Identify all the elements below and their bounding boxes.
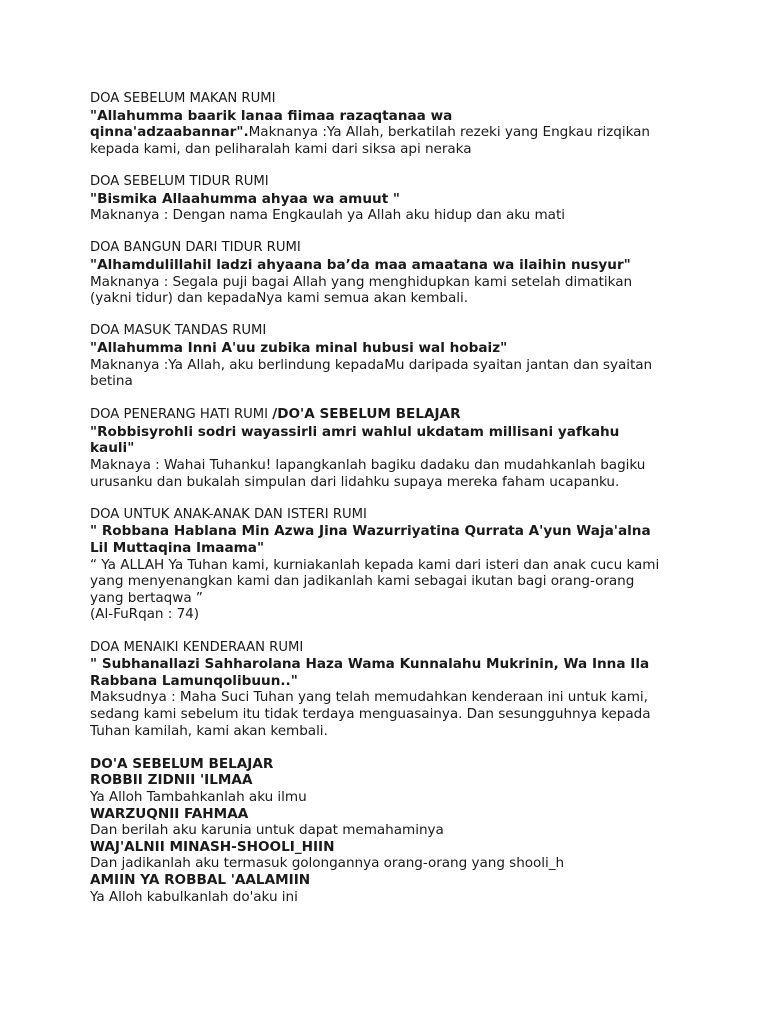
- prayer-meaning: Ya Alloh Tambahkanlah aku ilmu: [90, 788, 307, 805]
- prayer-text: " Robbana Hablana Min Azwa Jina Wazurriyatina Qurrata A'yun Waja'alna: [90, 523, 651, 540]
- prayer-meaning: Dan jadikanlah aku termasuk golongannya orang-orang yang shooli_h: [90, 855, 565, 872]
- section-heading: DOA PENERANG HATI RUMI: [90, 407, 273, 423]
- section-heading: DOA MASUK TANDAS RUMI: [90, 323, 267, 339]
- prayer-text: "Bismika Allaahumma ahyaa wa amuut ": [90, 190, 401, 207]
- section-doa-menaiki-kenderaan: [90, 640, 690, 740]
- prayer-meaning: Maknanya : Dengan nama Engkaulah ya Allah aku hidup dan aku mati: [90, 207, 565, 224]
- prayer-text: "Alhamdulillahil ladzi ahyaana ba’da maa amaatana wa ilaihin nusyur": [90, 256, 631, 273]
- prayer-text: ROBBII ZIDNII 'ILMAA: [90, 772, 253, 789]
- prayer-meaning: Dan berilah aku karunia untuk dapat memahaminya: [90, 822, 444, 839]
- prayer-meaning: urusanku dan bukalah simpulan dari lidahku supaya mereka faham ucapanku.: [90, 473, 620, 490]
- prayer-meaning: Maknanya :Ya Allah, berkatilah rezeki yang Engkau rizqikan: [248, 124, 650, 141]
- prayer-meaning: sedang kami sebelum itu tidak terdaya menguasainya. Dan sesungguhnya kepada: [90, 705, 651, 722]
- prayer-text: WARZUQNII FAHMAA: [90, 805, 249, 822]
- prayer-meaning: Ya Alloh kabulkanlah do'aku ini: [90, 888, 298, 905]
- prayer-meaning: Maknanya : Segala puji bagai Allah yang menghidupkan kami setelah dimatikan: [90, 273, 633, 290]
- section-doa-anak-isteri: [90, 507, 690, 623]
- section-heading-bold: /DO'A SEBELUM BELAJAR: [272, 406, 461, 423]
- section-doa-sebelum-tidur: [90, 174, 690, 224]
- prayer-text: "Robbisyrohli sodri wayassirli amri wahlul ukdatam millisani yafkahu: [90, 423, 620, 440]
- prayer-meaning: Tuhan kamilah, kami akan kembali.: [90, 722, 328, 739]
- section-heading: DOA SEBELUM MAKAN RUMI: [90, 91, 276, 106]
- prayer-meaning: Maknaya : Wahai Tuhanku! lapangkanlah bagiku dadaku dan mudahkanlah bagiku: [90, 457, 646, 474]
- prayer-meaning: kepada kami, dan peliharalah kami dari siksa api neraka: [90, 140, 472, 157]
- prayer-text: Rabbana Lamunqolibuun..": [90, 672, 298, 689]
- prayer-text: "Allahumma baarik lanaa fiimaa razaqtanaa wa: [90, 107, 453, 124]
- section-heading: DOA BANGUN DARI TIDUR RUMI: [90, 240, 301, 256]
- prayer-meaning: yang bertaqwa ”: [90, 589, 203, 606]
- verse-reference: (Al-FuRqan : 74): [90, 606, 200, 623]
- section-doa-masuk-tandas: [90, 323, 690, 389]
- prayer-text: "Allahumma Inni A'uu zubika minal hubusi wal hobaiz": [90, 339, 508, 356]
- prayer-meaning: Maksudnya : Maha Suci Tuhan yang telah memudahkan kenderaan ini untuk kami,: [90, 689, 648, 706]
- section-heading: DOA MENAIKI KENDERAAN RUMI: [90, 639, 304, 655]
- prayer-text: WAJ'ALNII MINASH-SHOOLI_HIIN: [90, 838, 335, 855]
- section-doa-sebelum-makan: [90, 91, 690, 157]
- section-heading: DOA UNTUK ANAK-ANAK DAN ISTERI RUMI: [90, 506, 367, 522]
- prayer-meaning: yang menyenangkan kami dan jadikanlah kami sebagai ikutan bagi orang-orang: [90, 573, 635, 590]
- prayer-text: qinna'adzaabannar".: [90, 124, 249, 141]
- section-heading: DOA SEBELUM TIDUR RUMI: [90, 173, 269, 189]
- section-doa-penerang-hati: [90, 406, 690, 490]
- prayer-meaning: (yakni tidur) dan kepadaNya kami semua akan kembali.: [90, 290, 468, 307]
- section-doa-sebelum-belajar: [90, 756, 690, 905]
- section-heading: DO'A SEBELUM BELAJAR: [90, 755, 274, 772]
- prayer-text: Lil Muttaqina Imaama": [90, 540, 265, 557]
- prayer-text: " Subhanallazi Sahharolana Haza Wama Kunnalahu Mukrinin, Wa Inna Ila: [90, 656, 650, 673]
- section-doa-bangun-tidur: [90, 240, 690, 306]
- prayer-text: AMIIN YA ROBBAL 'AALAMIIN: [90, 871, 311, 888]
- prayer-meaning: betina: [90, 373, 133, 390]
- prayer-meaning: Maknanya :Ya Allah, aku berlindung kepadaMu daripada syaitan jantan dan syaitan: [90, 356, 653, 373]
- prayer-text: kauli": [90, 440, 135, 457]
- prayer-meaning: “ Ya ALLAH Ya Tuhan kami, kurniakanlah kepada kami dari isteri dan anak cucu kami: [90, 556, 660, 573]
- document-page: [90, 91, 690, 905]
